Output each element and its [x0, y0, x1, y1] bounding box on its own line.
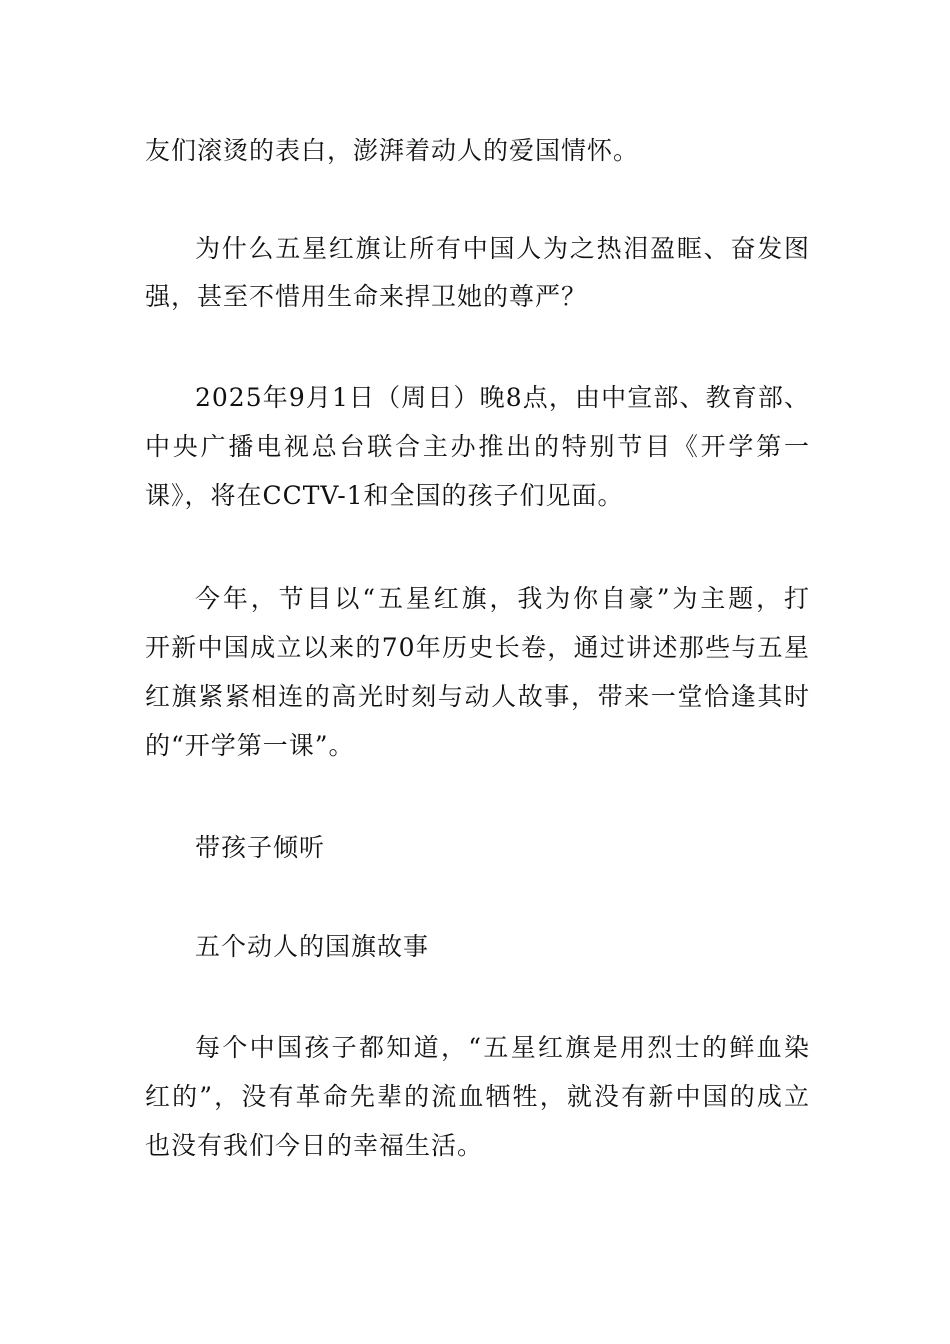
paragraph-4-line-4: 的“开学第一课”。: [145, 731, 355, 760]
paragraph-7-line-1: 每个中国孩子都知道，“五星红旗是用烈士的鲜血染: [195, 1033, 810, 1062]
paragraph-2-line-2: 强，甚至不惜用生命来捍卫她的尊严？: [145, 282, 588, 311]
paragraph-4-line-1: 今年，节目以“五星红旗，我为你自豪”为主题，打: [195, 584, 810, 613]
subheading-1: 带孩子倾听: [195, 833, 326, 862]
paragraph-4-line-3: 红旗紧紧相连的高光时刻与动人故事，带来一堂恰逢其时: [145, 682, 810, 711]
paragraph-3-line-1: 2025年9月1日（周日）晚8点，由中宣部、教育部、: [195, 383, 810, 412]
paragraph-3-line-3: 课》，将在CCTV-1和全国的孩子们见面。: [145, 481, 624, 510]
paragraph-1-line-1: 友们滚烫的表白，澎湃着动人的爱国情怀。: [145, 136, 640, 165]
paragraph-2-line-1: 为什么五星红旗让所有中国人为之热泪盈眶、奋发图: [195, 234, 810, 263]
paragraph-3-line-2: 中央广播电视总台联合主办推出的特别节目《开学第一: [145, 432, 810, 461]
paragraph-7-line-2: 红的”，没有革命先辈的流血牺牲，就没有新中国的成立: [145, 1082, 810, 1111]
subheading-2: 五个动人的国旗故事: [195, 932, 430, 961]
paragraph-7-line-3: 也没有我们今日的幸福生活。: [145, 1131, 484, 1160]
paragraph-4-line-2: 开新中国成立以来的70年历史长卷，通过讲述那些与五星: [145, 633, 810, 662]
